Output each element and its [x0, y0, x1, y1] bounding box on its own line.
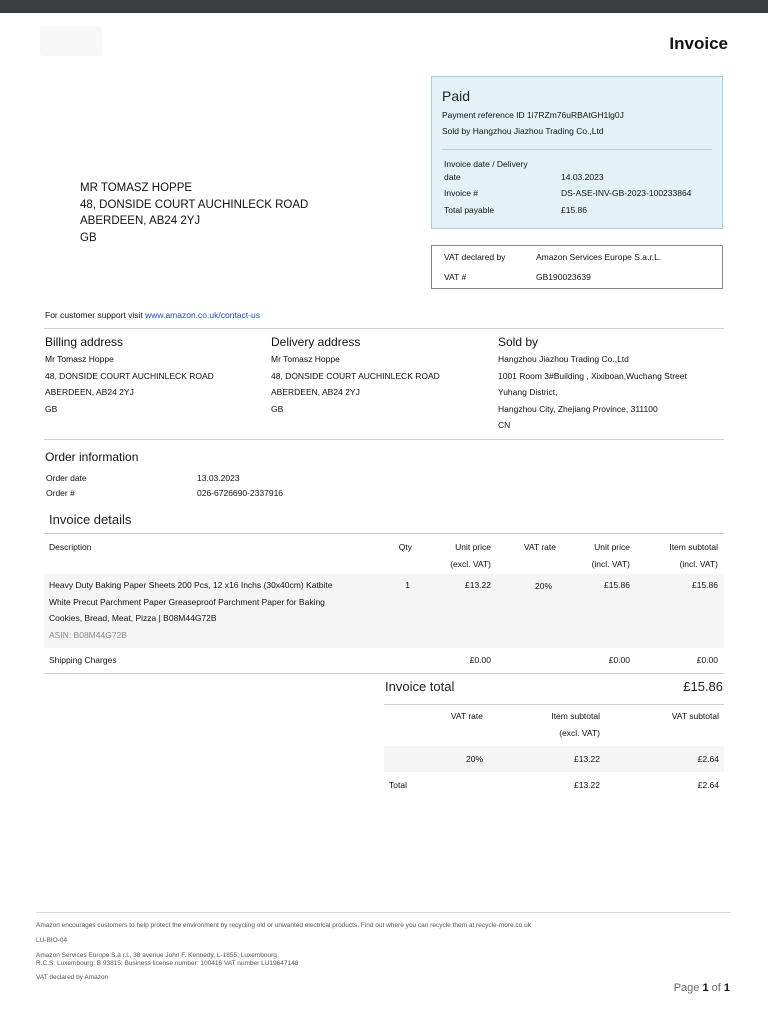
- vat-declared-value: Amazon Services Europe S.a.r.L.: [536, 252, 662, 262]
- header-line: (excl. VAT): [450, 558, 491, 569]
- billing-address: [45, 335, 214, 417]
- invoice-details-title: Invoice details: [49, 512, 132, 527]
- col-header-unit-incl: [560, 539, 630, 572]
- payment-summary-box: [431, 76, 723, 229]
- order-date-value: 13.03.2023: [197, 473, 240, 483]
- divider: [44, 533, 724, 534]
- vat-number-label: VAT #: [444, 272, 467, 282]
- vat-col-header-rate: VAT rate: [450, 711, 483, 721]
- vat-row-vat-subtotal: £2.64: [697, 754, 719, 764]
- col-header-subtotal: [640, 539, 718, 572]
- recipient-line: ABERDEEN, AB24 2YJ: [80, 215, 201, 227]
- header-line: (incl. VAT): [591, 558, 630, 569]
- delivery-line: 48, DONSIDE COURT AUCHINLECK ROAD: [271, 370, 440, 381]
- divider: [36, 912, 731, 913]
- page-prefix: Page: [673, 982, 703, 994]
- divider: [44, 328, 724, 329]
- invoice-number-label: Invoice #: [444, 188, 479, 198]
- vat-row-item-subtotal: £13.22: [574, 754, 600, 764]
- order-number-label: Order #: [46, 488, 75, 498]
- vat-total-item-subtotal: £13.22: [574, 780, 600, 790]
- col-header-unit-excl: [420, 539, 491, 572]
- col-header-qty: Qty: [398, 542, 412, 552]
- billing-line: 48, DONSIDE COURT AUCHINLECK ROAD: [45, 370, 214, 381]
- footer-legal-line: R.C.S. Luxembourg: B 93815; Business license number: 100416 VAT number LU19647148: [36, 960, 299, 967]
- vat-declared-label: VAT declared by: [444, 252, 506, 262]
- invoice-total-label: Invoice total: [385, 679, 455, 694]
- vat-col-header-vat-subtotal: VAT subtotal: [671, 711, 719, 721]
- recipient-line: GB: [80, 231, 97, 244]
- item-asin: ASIN: B08M44G72B: [49, 629, 127, 640]
- page-current: 1: [702, 982, 709, 994]
- footer-legal-line: Amazon Services Europe S.à r.l., 38 avenue John F. Kennedy, L-1855, Luxembourg: [36, 952, 277, 959]
- seller-title: Sold by: [498, 335, 539, 349]
- vat-row-rate: 20%: [465, 754, 483, 764]
- description-line: White Precut Parchment Paper Greaseproof Parchment Paper for Baking: [49, 596, 325, 607]
- recipient-line: MR TOMASZ HOPPE: [80, 182, 193, 194]
- billing-line: ABERDEEN, AB24 2YJ: [45, 387, 134, 397]
- delivery-line: GB: [271, 403, 284, 414]
- invoice-date-value: 14.03.2023: [561, 172, 604, 182]
- billing-line: Mr Tomasz Hoppe: [45, 354, 114, 364]
- page-total: 1: [723, 982, 730, 994]
- recipient-line: 48, DONSIDE COURT AUCHINLECK ROAD: [80, 198, 309, 211]
- shipping-subtotal: £0.00: [696, 655, 718, 665]
- footer-recycle-note: Amazon encourages customers to help protect the environment by recycling old or unwanted electrical products. Find out where you can recycle them at recycle-more.co.uk: [36, 922, 531, 929]
- support-line: [45, 310, 260, 320]
- item-description: [49, 577, 332, 643]
- delivery-address: [271, 335, 440, 417]
- seller-line: Hangzhou Jiazhou Trading Co.,Ltd: [498, 354, 629, 364]
- billing-line: GB: [45, 403, 58, 414]
- vat-number-value: GB190023639: [536, 272, 591, 282]
- document-title: Invoice: [669, 34, 728, 53]
- item-vat-rate: 20%: [534, 581, 552, 591]
- billing-title: Billing address: [45, 335, 124, 349]
- item-subtotal: £15.86: [692, 580, 718, 590]
- delivery-line: ABERDEEN, AB24 2YJ: [271, 387, 360, 397]
- vat-total-label: Total: [389, 780, 407, 790]
- support-link[interactable]: www.amazon.co.uk/contact-us: [145, 310, 260, 320]
- order-number-value: 026-6726690-2337916: [197, 488, 284, 498]
- seller-line: Hangzhou City, Zhejiang Province, 311100: [498, 403, 658, 414]
- order-date-label: Order date: [46, 473, 87, 483]
- invoice-total-value: £15.86: [683, 679, 723, 694]
- top-bar: [0, 0, 768, 13]
- header-line: Unit price: [594, 542, 630, 552]
- recipient-address: [80, 180, 308, 246]
- total-payable-value: £15.86: [561, 205, 587, 215]
- vat-total-vat-subtotal: £2.64: [697, 780, 719, 790]
- order-info-title: Order information: [45, 450, 139, 464]
- sold-by-line: Sold by Hangzhou Jiazhou Trading Co.,Ltd: [442, 126, 604, 136]
- delivery-line: Mr Tomasz Hoppe: [271, 354, 340, 364]
- shipping-unit-excl: £0.00: [469, 655, 491, 665]
- divider: [442, 149, 712, 150]
- page-indicator: [674, 982, 730, 994]
- footer-code: LU-BIO-04: [36, 937, 68, 944]
- seller-line: 1001 Room 3#Building , Xixiboan,Wuchang Street: [498, 370, 687, 381]
- description-line: Cookies, Bread, Meat, Pizza | B08M44G72B: [49, 613, 217, 623]
- item-qty: 1: [405, 580, 410, 590]
- support-text: For customer support visit: [45, 310, 146, 320]
- item-unit-excl: £13.22: [465, 580, 491, 590]
- divider: [44, 439, 724, 440]
- seller-line: Yuhang District,: [498, 387, 558, 397]
- header-line: (incl. VAT): [679, 558, 718, 569]
- footer-vat-declared: VAT declared by Amazon: [36, 974, 109, 981]
- col-header-description: Description: [49, 542, 92, 552]
- header-line: Item subtotal: [551, 711, 600, 721]
- seller-address: [498, 335, 687, 434]
- total-payable-label: Total payable: [444, 205, 495, 215]
- vat-declaration-box: [431, 245, 723, 289]
- page-of: of: [708, 982, 724, 994]
- delivery-title: Delivery address: [271, 335, 361, 349]
- shipping-label: Shipping Charges: [49, 655, 117, 665]
- divider: [44, 673, 724, 674]
- divider: [384, 704, 724, 705]
- header-line: (excl. VAT): [559, 727, 600, 738]
- vat-col-header-item-subtotal: [520, 708, 600, 741]
- header-line: Unit price: [455, 542, 491, 552]
- seller-line: CN: [498, 420, 511, 430]
- invoice-date-label-cont: date: [444, 172, 461, 182]
- payment-reference: Payment reference ID 1i7RZm76uRBAtGH1lg0J: [442, 110, 624, 120]
- description-line: Heavy Duty Baking Paper Sheets 200 Pcs, 12 x16 Inchs (30x40cm) Katbite: [49, 580, 333, 590]
- invoice-number-value: DS-ASE-INV-GB-2023-100233864: [561, 188, 692, 198]
- col-header-vat-rate: VAT rate: [523, 542, 556, 552]
- payment-status: Paid: [442, 88, 471, 104]
- invoice-date-label: Invoice date / Delivery: [444, 159, 528, 169]
- item-unit-incl: £15.86: [604, 580, 630, 590]
- shipping-unit-incl: £0.00: [608, 655, 630, 665]
- company-logo: [40, 26, 102, 56]
- header-line: Item subtotal: [669, 542, 718, 552]
